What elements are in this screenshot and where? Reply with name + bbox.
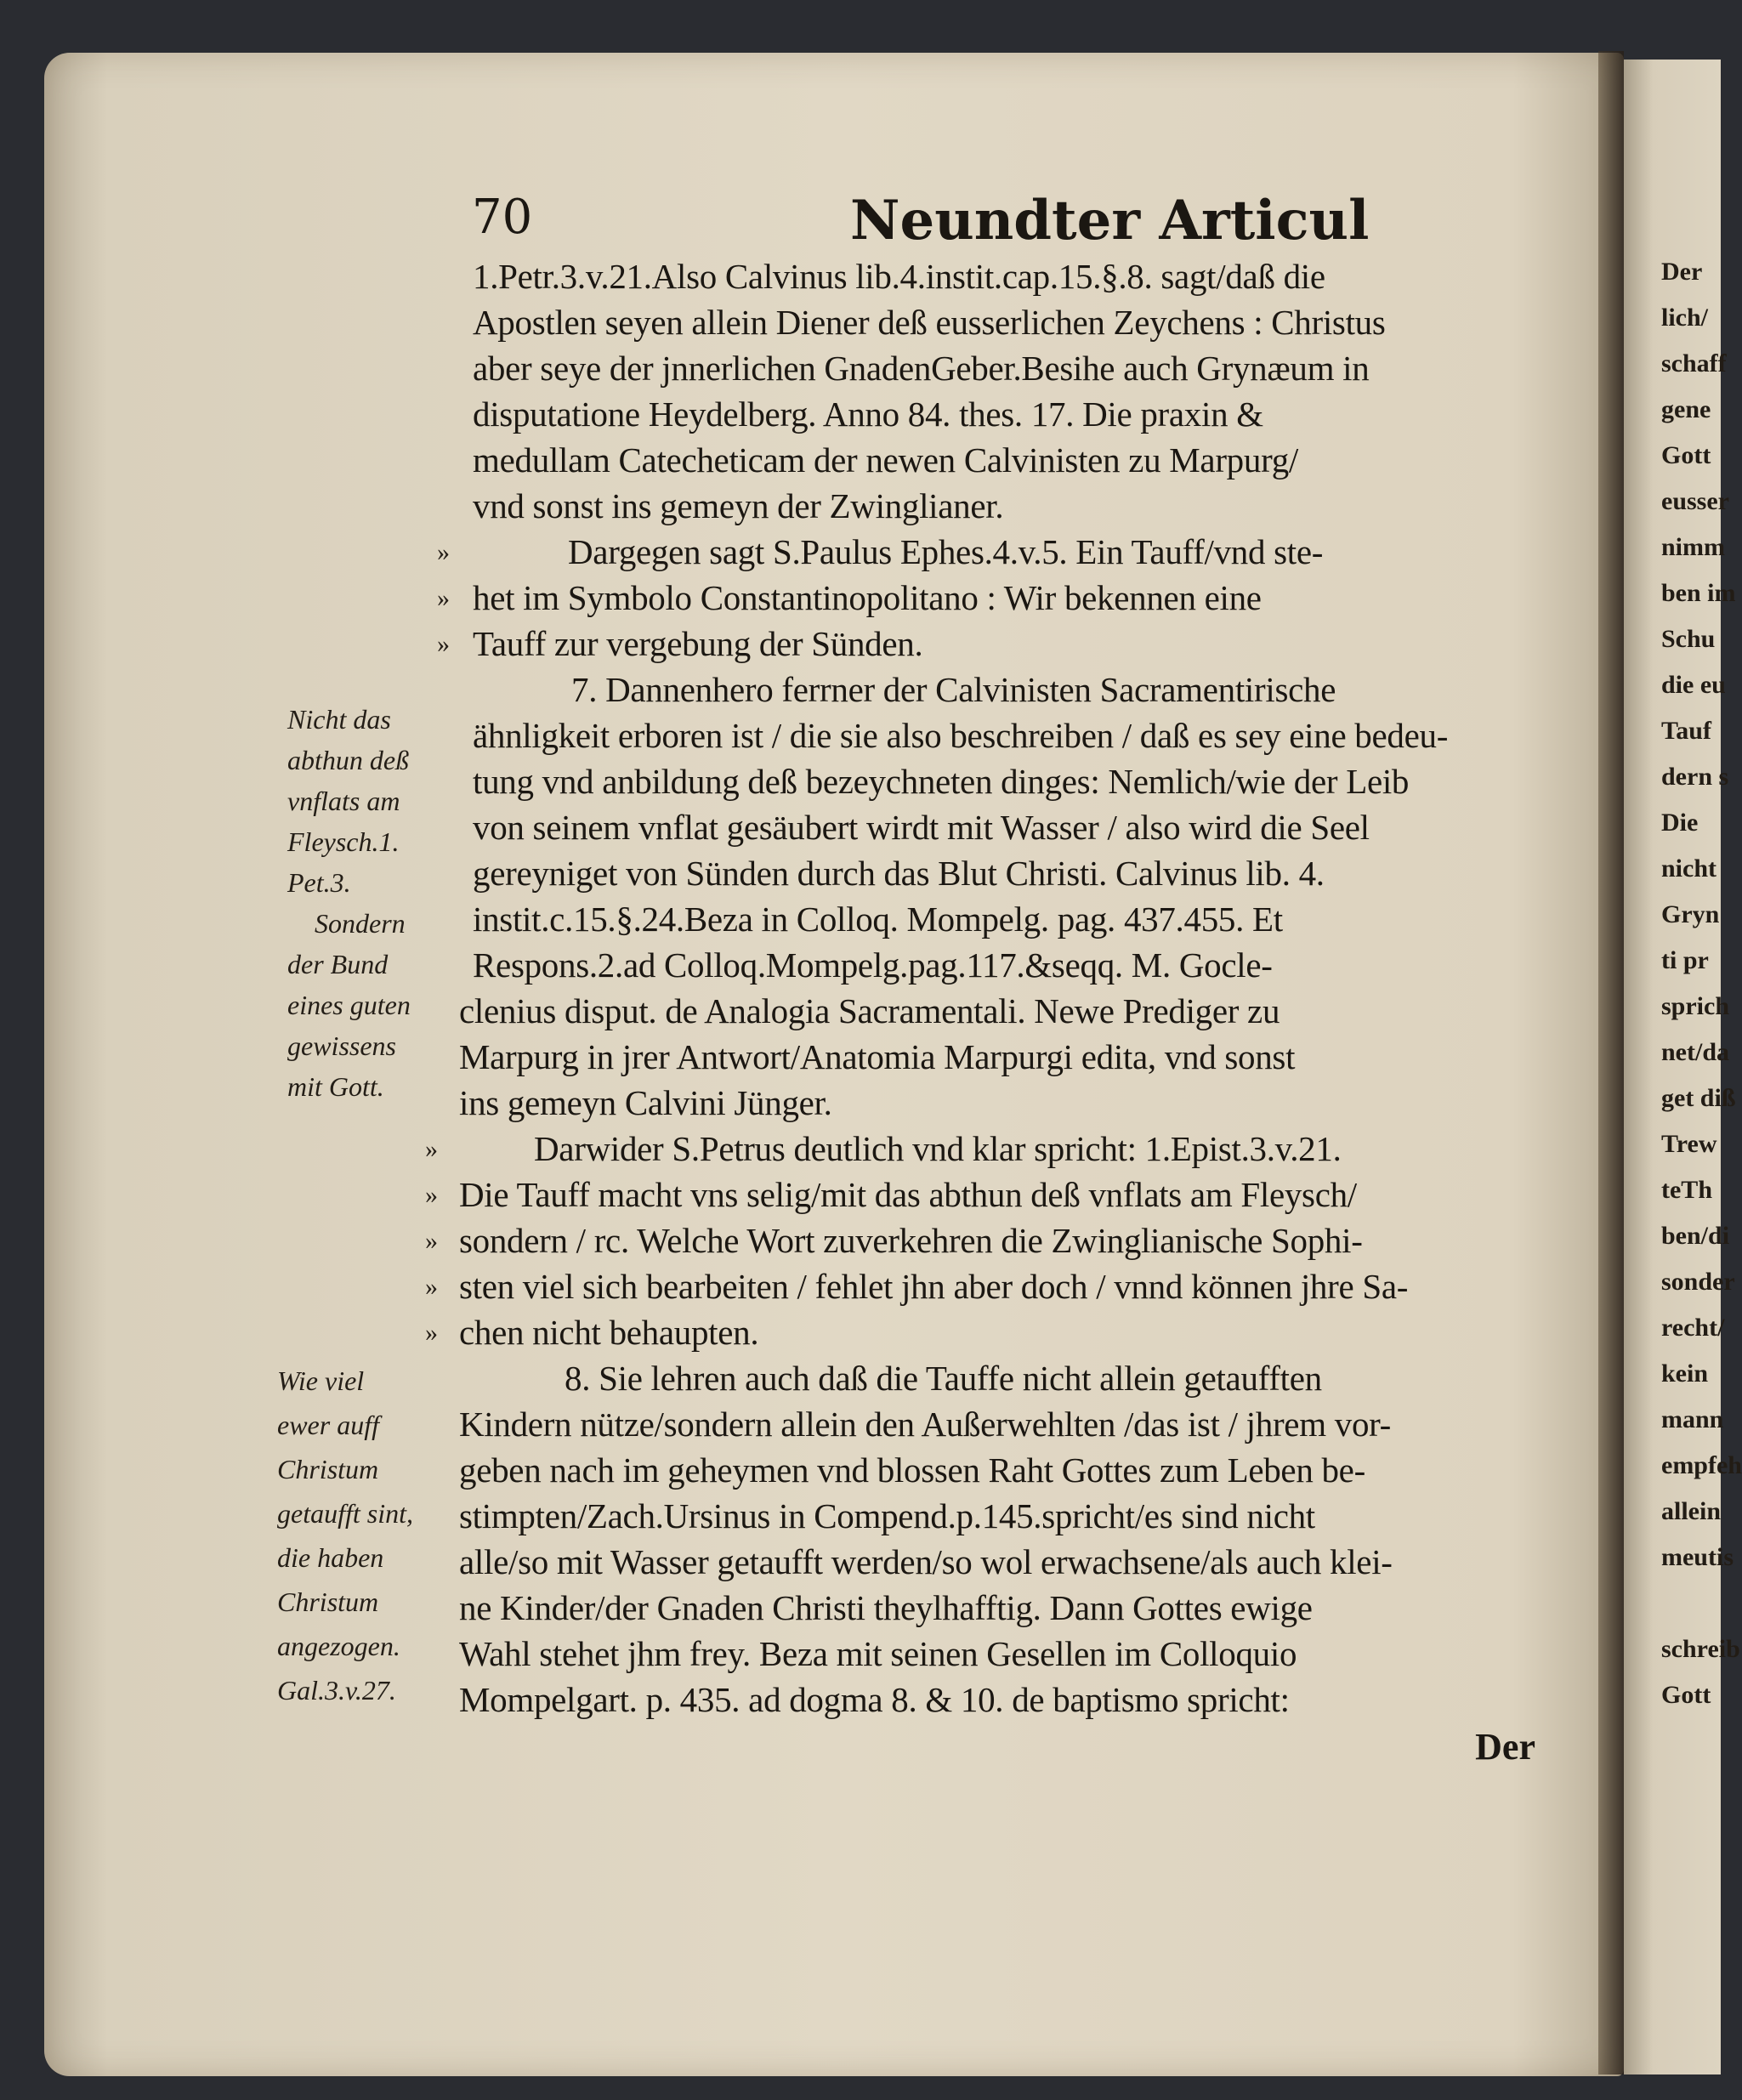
text-line: geben nach im geheymen vnd blossen Raht Gottes zum Leben be- (459, 1450, 1365, 1490)
text-line: instit.c.15.§.24.Beza in Colloq. Mompelg. pag. 437.455. Et (473, 900, 1283, 939)
facing-fragment: teTh (1661, 1176, 1712, 1204)
facing-fragment: Trew (1661, 1130, 1717, 1158)
page-number: 70 (472, 190, 533, 245)
margin-note-line: getaufft sint, (277, 1498, 413, 1529)
text-line: alle/so mit Wasser getaufft werden/so wol erwachsene/als auch klei- (459, 1542, 1393, 1581)
text-line: 1.Petr.3.v.21.Also Calvinus lib.4.instit.cap.15.§.8. sagt/daß die (473, 257, 1325, 296)
margin-note-line: Wie viel (277, 1365, 365, 1396)
text-line: ne Kinder/der Gnaden Christi theylhafftig. Dann Gottes ewige (459, 1588, 1313, 1627)
text-line: gereyniget von Sünden durch das Blut Christi. Calvinus lib. 4. (473, 854, 1325, 893)
margin-note-line: mit Gott. (287, 1071, 384, 1102)
margin-note-line: Gal.3.v.27. (277, 1675, 396, 1706)
quote-mark: » (425, 1273, 438, 1301)
text-line: ins gemeyn Calvini Jünger. (459, 1083, 832, 1122)
text-line: disputatione Heydelberg. Anno 84. thes. 17. Die praxin & (473, 394, 1263, 434)
text-line: Kindern nütze/sondern allein den Außerwehlten /das ist / jhrem vor- (459, 1405, 1392, 1444)
text-line: Mompelgart. p. 435. ad dogma 8. & 10. de baptismo spricht: (459, 1680, 1290, 1719)
facing-fragment: schaff (1661, 349, 1727, 377)
text-line: Apostlen seyen allein Diener deß eusserlichen Zeychens : Christus (473, 303, 1386, 342)
facing-fragment: kein (1661, 1359, 1709, 1388)
quote-mark: » (437, 584, 450, 612)
text-line: medullam Catecheticam der newen Calvinisten zu Marpurg/ (473, 440, 1298, 480)
text-line: stimpten/Zach.Ursinus in Compend.p.145.spricht/es sind nicht (459, 1496, 1315, 1535)
text-line: Marpurg in jrer Antwort/Anatomia Marpurgi edita, vnd sonst (459, 1037, 1296, 1076)
facing-fragment: recht/ (1661, 1314, 1725, 1342)
quote-mark: » (425, 1135, 438, 1163)
text-line: 8. Sie lehren auch daß die Tauffe nicht allein getaufften (565, 1359, 1322, 1398)
text-line: tung vnd anbildung deß bezeychneten dinges: Nemlich/wie der Leib (473, 762, 1410, 801)
text-line: sten viel sich bearbeiten / fehlet jhn aber doch / vnnd können jhre Sa- (459, 1267, 1409, 1306)
facing-fragment: empfeh (1661, 1451, 1742, 1479)
margin-note-line: abthun deß (287, 745, 410, 775)
facing-fragment: sonder (1661, 1268, 1735, 1296)
running-title: Neundter Articul (850, 189, 1370, 253)
facing-fragment: mann (1661, 1405, 1724, 1433)
margin-note-line: angezogen. (277, 1631, 400, 1661)
facing-fragment: nicht (1661, 854, 1717, 883)
text-line: clenius disput. de Analogia Sacramentali. Newe Prediger zu (459, 991, 1280, 1030)
facing-fragment: die eu (1661, 671, 1726, 699)
facing-fragment: nimm (1661, 533, 1725, 561)
facing-fragment: Der (1661, 258, 1703, 286)
facing-fragment: Gryn (1661, 900, 1720, 928)
quote-mark: » (425, 1227, 438, 1255)
margin-note-line: gewissens (287, 1030, 396, 1061)
text-line: 7. Dannenhero ferrner der Calvinisten Sacramentirische (571, 670, 1336, 709)
quote-mark: » (437, 538, 450, 566)
text-line: ähnligkeit erboren ist / die sie also beschreiben / daß es sey eine bedeu- (473, 716, 1449, 755)
facing-fragment: Gott (1661, 1681, 1711, 1709)
text-line: het im Symbolo Constantinopolitano : Wir bekennen eine (473, 578, 1262, 617)
margin-note-line: vnflats am (287, 786, 400, 816)
margin-note-line: Sondern (315, 908, 406, 939)
facing-fragment: allein (1661, 1497, 1722, 1525)
text-line: Die Tauff macht vns selig/mit das abthun deß vnflats am Fleysch/ (459, 1175, 1357, 1214)
margin-note-line: Christum (277, 1586, 379, 1617)
quote-mark: » (425, 1319, 438, 1347)
margin-note-line: ewer auff (277, 1410, 379, 1440)
text-line: sondern / rc. Welche Wort zuverkehren die Zwinglianische Sophi- (459, 1221, 1363, 1260)
facing-fragment: schreib (1661, 1635, 1740, 1663)
facing-fragment: Die (1661, 809, 1699, 837)
margin-note-line: Christum (277, 1454, 379, 1484)
facing-fragment: get diß (1661, 1084, 1736, 1112)
facing-fragment: eusser (1661, 487, 1729, 515)
facing-fragment: ben/di (1661, 1222, 1730, 1250)
text-line: aber seye der jnnerlichen GnadenGeber.Besihe auch Grynæum in (473, 349, 1370, 388)
facing-fragment: Tauf (1661, 717, 1711, 745)
margin-note-line: Fleysch.1. (287, 826, 400, 857)
facing-fragment: Schu (1661, 625, 1716, 653)
quote-mark: » (425, 1181, 438, 1209)
facing-fragment: gene (1661, 395, 1711, 423)
text-line: Tauff zur vergebung der Sünden. (473, 624, 923, 663)
margin-note-line: Pet.3. (287, 867, 351, 898)
text-line: Dargegen sagt S.Paulus Ephes.4.v.5. Ein Tauff/vnd ste- (568, 532, 1324, 571)
facing-fragment: meutis (1661, 1543, 1733, 1571)
margin-note-line: der Bund (287, 949, 389, 979)
margin-note-line: eines guten (287, 990, 411, 1020)
text-line: chen nicht behaupten. (459, 1313, 759, 1352)
catchword: Der (1475, 1726, 1535, 1768)
text-line: Respons.2.ad Colloq.Mompelg.pag.117.&seqq. M. Gocle- (473, 945, 1273, 985)
facing-fragment: net/da (1661, 1038, 1730, 1066)
text-line: von seinem vnflat gesäubert wirdt mit Wasser / also wird die Seel (473, 808, 1370, 847)
facing-fragment: sprich (1661, 992, 1730, 1020)
facing-fragment: dern s (1661, 763, 1729, 791)
facing-fragment: Gott (1661, 441, 1711, 469)
text-line: Wahl stehet jhm frey. Beza mit seinen Gesellen im Colloquio (459, 1634, 1297, 1673)
text-line: vnd sonst ins gemeyn der Zwinglianer. (473, 486, 1004, 525)
facing-fragment: ti pr (1661, 946, 1709, 974)
facing-fragment: lich/ (1661, 304, 1709, 332)
facing-fragment: ben im (1661, 579, 1736, 607)
quote-mark: » (437, 630, 450, 658)
margin-note-line: die haben (277, 1542, 384, 1573)
book-gutter (1598, 51, 1624, 2074)
text-line: Darwider S.Petrus deutlich vnd klar spricht: 1.Epist.3.v.21. (534, 1129, 1342, 1168)
margin-note-line: Nicht das (287, 704, 391, 735)
